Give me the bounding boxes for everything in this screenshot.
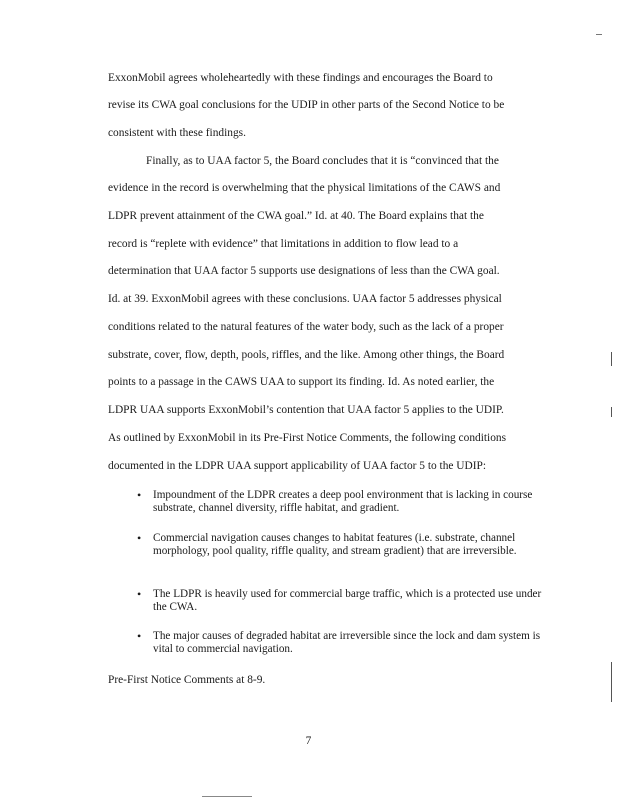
body-line: ExxonMobil agrees wholeheartedly with these findings and encourages the Board to — [108, 72, 493, 84]
page-number: 7 — [305, 735, 312, 747]
scan-artifact-edge — [611, 407, 612, 417]
body-line: consistent with these findings. — [108, 127, 246, 139]
body-line: conditions related to the natural features of the water body, such as the lack of a proper — [108, 321, 504, 333]
bullet-icon: • — [137, 531, 142, 545]
bullet-item: Commercial navigation causes changes to habitat features (i.e. substrate, channel morphology, pool quality, riffle quality, and stream gradient) that are irreversible. — [153, 532, 517, 557]
body-line: substrate, cover, flow, depth, pools, riffles, and the like. Among other things, the Board — [108, 349, 505, 361]
body-line: evidence in the record is overwhelming that the physical limitations of the CAWS and — [108, 182, 501, 194]
body-line: determination that UAA factor 5 supports use designations of less than the CWA goal. — [108, 265, 500, 277]
scan-artifact-edge — [611, 352, 612, 366]
bullet-icon: • — [137, 629, 142, 643]
body-line: As outlined by ExxonMobil in its Pre-First Notice Comments, the following conditions — [108, 432, 507, 444]
body-line: documented in the LDPR UAA support applicability of UAA factor 5 to the UDIP: — [108, 460, 487, 472]
bullet-icon: • — [137, 587, 142, 601]
bullet-item: The major causes of degraded habitat are irreversible since the lock and dam system is vital to commercial navigation. — [153, 630, 541, 655]
bullet-icon: • — [137, 488, 142, 502]
body-line: revise its CWA goal conclusions for the UDIP in other parts of the Second Notice to be — [108, 99, 505, 111]
scan-artifact-top — [596, 34, 602, 35]
bullet-item: Impoundment of the LDPR creates a deep pool environment that is lacking in course substrate, channel diversity, riffle habitat, and gradient. — [153, 489, 533, 514]
body-line: LDPR UAA supports ExxonMobil’s contention that UAA factor 5 applies to the UDIP. — [108, 404, 504, 416]
body-line: Finally, as to UAA factor 5, the Board concludes that it is “convinced that the — [146, 155, 499, 167]
bullet-item: The LDPR is heavily used for commercial barge traffic, which is a protected use under the CWA. — [153, 588, 542, 613]
body-line: record is “replete with evidence” that limitations in addition to flow lead to a — [108, 238, 459, 250]
body-line: Id. at 39. ExxonMobil agrees with these conclusions. UAA factor 5 addresses physical — [108, 293, 502, 305]
body-line: LDPR prevent attainment of the CWA goal.” Id. at 40. The Board explains that the — [108, 210, 484, 222]
closing-citation: Pre-First Notice Comments at 8-9. — [108, 674, 266, 686]
scan-artifact-edge — [611, 662, 612, 702]
body-line: points to a passage in the CAWS UAA to support its finding. Id. As noted earlier, the — [108, 376, 495, 388]
scan-artifact-bottom — [202, 796, 252, 797]
